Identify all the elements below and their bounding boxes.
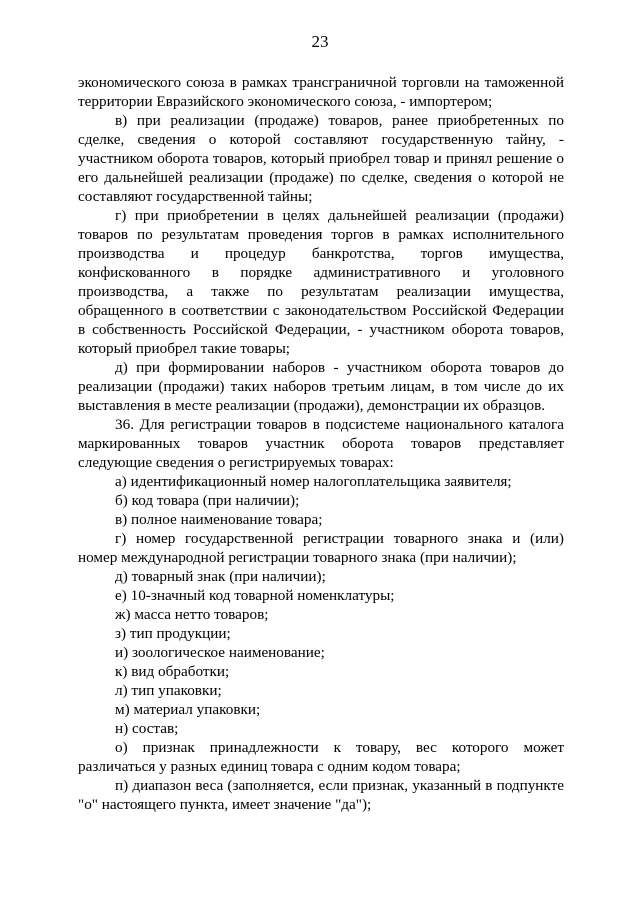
list-item-o: о) признак принадлежности к товару, вес которого может различаться у разных единиц товара с одним кодом товара; (78, 739, 564, 775)
list-item-l: л) тип упаковки; (115, 682, 222, 699)
list-item-p: п) диапазон веса (заполняется, если признак, указанный в подпункте "о" настоящего пункта, имеет значение "да"); (78, 777, 564, 813)
list-item-i: и) зоологическое наименование; (115, 644, 325, 661)
list-item-d2: д) товарный знак (при наличии); (115, 568, 326, 585)
list-item-b: б) код товара (при наличии); (115, 492, 300, 509)
list-item-e: е) 10-значный код товарной номенклатуры; (115, 587, 395, 604)
paragraph-continuation: экономического союза в рамках трансграничной торговли на таможенной территории Евразийского экономического союза, - импортером; (78, 74, 564, 110)
list-item-zh: ж) масса нетто товаров; (115, 606, 269, 623)
list-item-g2: г) номер государственной регистрации товарного знака и (или) номер международной регистрации товарного знака (при наличии); (78, 530, 564, 566)
list-item-k: к) вид обработки; (115, 663, 230, 680)
list-item-a: а) идентификационный номер налогоплательщика заявителя; (115, 473, 512, 490)
list-item-n: н) состав; (115, 720, 179, 737)
paragraph-36: 36. Для регистрации товаров в подсистеме национального каталога маркированных товаров участник оборота товаров представляет следующие сведения о регистрируемых товарах: (78, 416, 564, 471)
document-body (78, 73, 564, 814)
list-item-g: г) при приобретении в целях дальнейшей реализации (продажи) товаров по результатам проведения торгов в рамках исполнительного производства и процедур банкротства, торгов имущества, конфискованного в порядке административного и уголовного производства, а также по результатам реализации имущества, обращенного в соответствии с законодательством Российской Федерации в собственность Российской Федерации, - участником оборота товаров, который приобрел такие товары; (78, 207, 564, 357)
list-item-m: м) материал упаковки; (115, 701, 261, 718)
list-item-v: в) при реализации (продаже) товаров, ранее приобретенных по сделке, сведения о которой составляют государственную тайну, - участником оборота товаров, который приобрел товар и принял решение о его дальнейшей реализации (продаже) по сделке, сведения о которой не составляют государственной тайны; (78, 112, 564, 205)
list-item-d: д) при формировании наборов - участником оборота товаров до реализации (продажи) таких наборов третьим лицам, в том числе до их выставления в месте реализации (продажи), демонстрации их образцов. (78, 359, 564, 414)
list-item-z: з) тип продукции; (115, 625, 231, 642)
page-number: 23 (311, 32, 329, 51)
list-item-v2: в) полное наименование товара; (115, 511, 323, 528)
